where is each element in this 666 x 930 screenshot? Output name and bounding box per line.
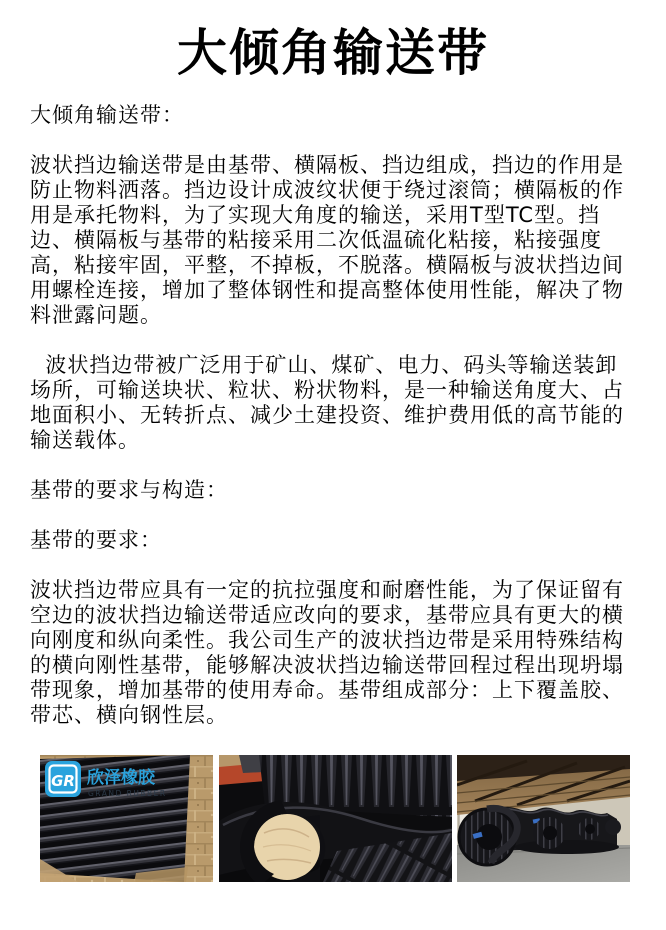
paragraph-base-belt-details: 波状挡边带应具有一定的抗拉强度和耐磨性能，为了保证留有空边的波状挡边输送带适应改向的要求，基带应具有更大的横向刚度和纵向柔性。我公司生产的波状挡边带是采用特殊结构的横向刚性基带，能够解决波状挡边输送带回程过程出现坍塌带现象，增加基带的使用寿命。基带组成部分：上下覆盖胶、带芯、横向钢性层。 — [30, 578, 624, 727]
paragraph-applications: 波状挡边带被广泛用于矿山、煤矿、电力、码头等输送装卸场所，可输送块状、粒状、粉状物料，是一种输送角度大、占地面积小、无转折点、减少土建投资、维护费用低的高节能的输送载体。 — [30, 353, 624, 452]
sidewall-belt-panels-image — [40, 755, 213, 882]
brand-initials: GR — [51, 772, 75, 790]
brand-name-en: GRAND RUBBER — [88, 789, 167, 798]
paragraph-subheading-base-belt: 基带的要求与构造： — [30, 478, 228, 502]
paragraph-heading: 大倾角输送带： — [30, 103, 184, 127]
sidewall-belt-coil-image — [219, 755, 452, 882]
warehouse-coils-image — [457, 755, 630, 882]
coils-base-shadow — [515, 840, 619, 854]
product-photo-coil-closeup — [219, 755, 452, 882]
article-body — [30, 80, 636, 752]
brand-name-cn: 欣泽橡胶 — [87, 768, 155, 788]
product-photo-gallery — [40, 755, 630, 882]
product-photo-warehouse — [457, 755, 630, 882]
farthest-coil — [605, 819, 621, 835]
product-photo-panels — [40, 755, 213, 882]
paragraph-composition: 波状挡边输送带是由基带、横隔板、挡边组成，挡边的作用是防止物料洒落。挡边设计成波纹状便于绕过滚筒；横隔板的作用是承托物料，为了实现大角度的输送，采用T型TC型。挡边、横隔板与基带的粘接采用二次低温硫化粘接，粘接强度高，粘接牢固，平整，不掉板，不脱落。横隔板与波状挡边间用螺栓连接，增加了整体钢性和提高整体使用性能，解决了物料泄露问题。 — [30, 153, 624, 327]
paragraph-subheading-requirements: 基带的要求： — [30, 528, 162, 552]
page-title: 大倾角输送带 — [177, 24, 489, 82]
